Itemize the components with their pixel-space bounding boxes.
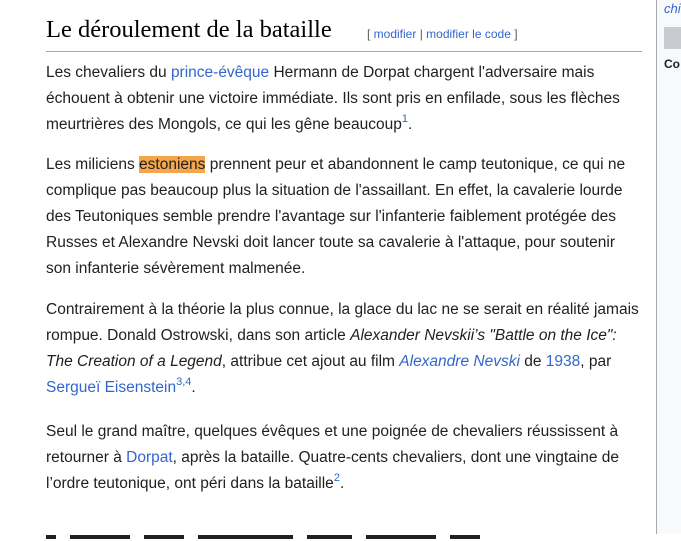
references-3-4[interactable]: 3,4 — [176, 376, 192, 388]
section-heading — [46, 14, 642, 52]
text: , par — [580, 353, 612, 370]
link-text: Alexandre Nevski — [399, 353, 520, 370]
edit-bracket-close: ] — [510, 27, 518, 41]
sidebar-divider — [656, 0, 657, 534]
reference-1[interactable]: 1 — [401, 113, 408, 125]
right-sidebar — [657, 0, 681, 534]
text: . — [191, 379, 196, 396]
section-title: Le déroulement de la bataille — [46, 16, 332, 43]
link-prince-eveque[interactable]: prince-évêque — [170, 64, 270, 81]
edit-link[interactable]: modifier — [373, 27, 417, 41]
edit-section-links — [367, 27, 518, 41]
sidebar-link[interactable]: chi — [664, 1, 681, 16]
text: prennent peur et abandonnent le camp teutonique, ce qui ne complique pas beaucoup plus la situation de l'assaillant. En effet, la cavalerie lourde des Teutoniques semble prendre l'avantage sur l'infanterie faiblement protégée des Russes et Alexandre Nevski doit lancer toute sa cavalerie à l'attaque, pour soutenir son infanterie sévèrement malmenée. — [46, 156, 626, 277]
link-sergei-eisenstein[interactable]: Sergueï Eisenstein — [46, 379, 177, 396]
edit-bracket-open: [ — [367, 27, 374, 41]
text: Seul le grand maître, quelques évêques et une poignée de chevaliers réussissent à retourner à — [46, 423, 619, 466]
text: . — [339, 475, 345, 492]
text: , attribue cet ajout au film — [221, 353, 400, 370]
edit-separator: | — [416, 27, 427, 41]
paragraph-3 — [46, 297, 642, 401]
text: Hermann de Dorpat chargent l'adversaire mais échouent à obtenir une victoire immédiate. Ils sont pris en enfilade, sous les flèches meurtrières des Mongols, ce qui les gêne beaucoup — [46, 64, 620, 133]
sidebar-label: Co — [664, 57, 680, 71]
text: Contrairement à la théorie la plus connue, la glace du lac ne se serait en réalité jamais rompue. Donald Ostrowski, dans son article — [46, 301, 639, 344]
reference-2[interactable]: 2 — [333, 472, 340, 484]
text: Les miliciens — [46, 156, 140, 173]
paragraph-1 — [46, 60, 642, 138]
paragraph-4 — [46, 419, 642, 497]
text: . — [407, 116, 413, 133]
text: Les chevaliers du — [46, 64, 171, 81]
text: de — [519, 353, 546, 370]
sidebar-box — [664, 27, 681, 49]
highlighted-word: estoniens — [139, 156, 206, 173]
edit-code-link[interactable]: modifier le code — [426, 27, 511, 41]
article-title: Alexander Nevskii’s "Battle on the Ice": The Creation of a Legend — [46, 327, 617, 370]
next-section-heading-cut-off — [46, 521, 606, 541]
paragraph-2 — [46, 152, 642, 282]
text: , après la bataille. Quatre-cents chevaliers, dont une vingtaine de l’ordre teutonique, ont péri dans la bataille — [46, 449, 619, 492]
link-1938[interactable]: 1938 — [545, 353, 581, 370]
link-dorpat[interactable]: Dorpat — [126, 449, 173, 466]
link-alexandre-nevski[interactable] — [399, 353, 520, 370]
